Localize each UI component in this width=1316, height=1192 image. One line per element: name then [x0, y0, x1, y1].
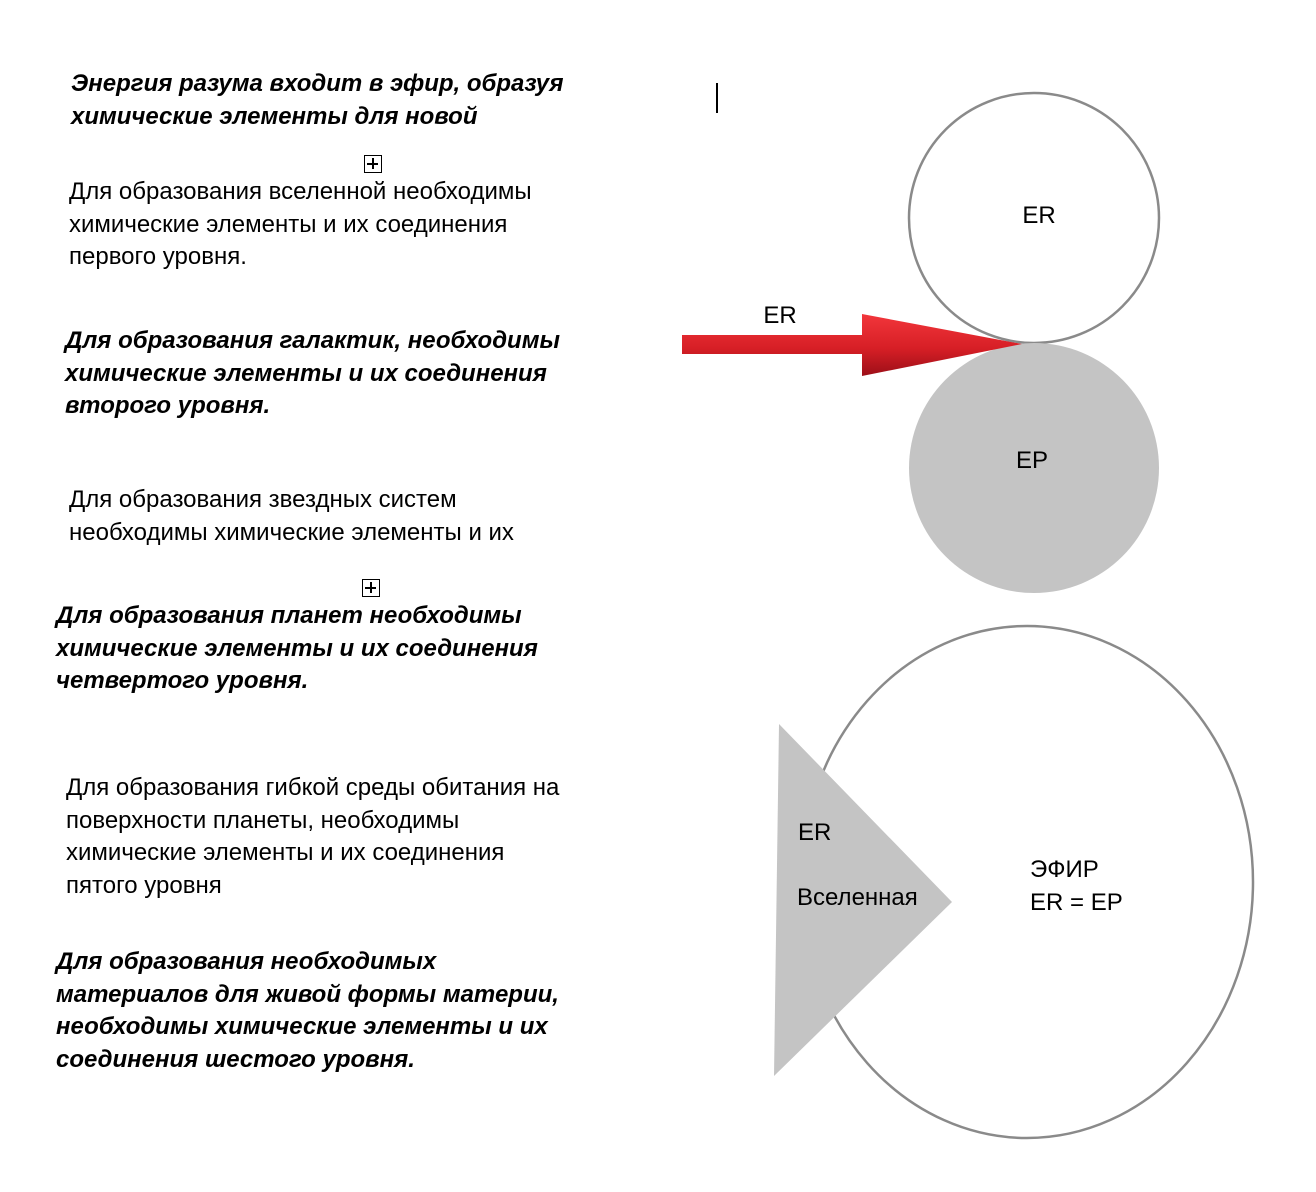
paragraph-mind-energy: Энергия разума входит в эфир, образуя химические элементы для новой	[71, 70, 564, 130]
paragraph-habitat: Для образования гибкой среды обитания на поверхности планеты, необходимы химические элементы и их соединения пятого уровня	[66, 774, 560, 899]
paragraph-star-systems: Для образования звездных систем необходимы химические элементы и их	[69, 486, 514, 546]
ether-equation: ER = EP	[1030, 889, 1123, 916]
arrow-label: ER	[763, 302, 797, 329]
paragraph-universe: Для образования вселенной необходимы химические элементы и их соединения первого уровня.	[69, 178, 532, 270]
filled-circle-label: EP	[1015, 447, 1049, 474]
paragraph-planets: Для образования планет необходимы химические элементы и их соединения четвертого уровня.	[56, 602, 538, 694]
paragraph-living-matter: Для образования необходимых материалов для живой формы материи, необходимы химические элементы и их соединения шестого уровня.	[56, 948, 559, 1073]
ether-label: ЭФИР	[1030, 856, 1099, 883]
paragraph-galaxies: Для образования галактик, необходимы химические элементы и их соединения второго уровня.	[65, 327, 560, 419]
top-circle-label: ER	[1022, 202, 1056, 229]
triangle-label-er: ER	[798, 819, 832, 846]
triangle-label-universe: Вселенная	[797, 884, 918, 911]
